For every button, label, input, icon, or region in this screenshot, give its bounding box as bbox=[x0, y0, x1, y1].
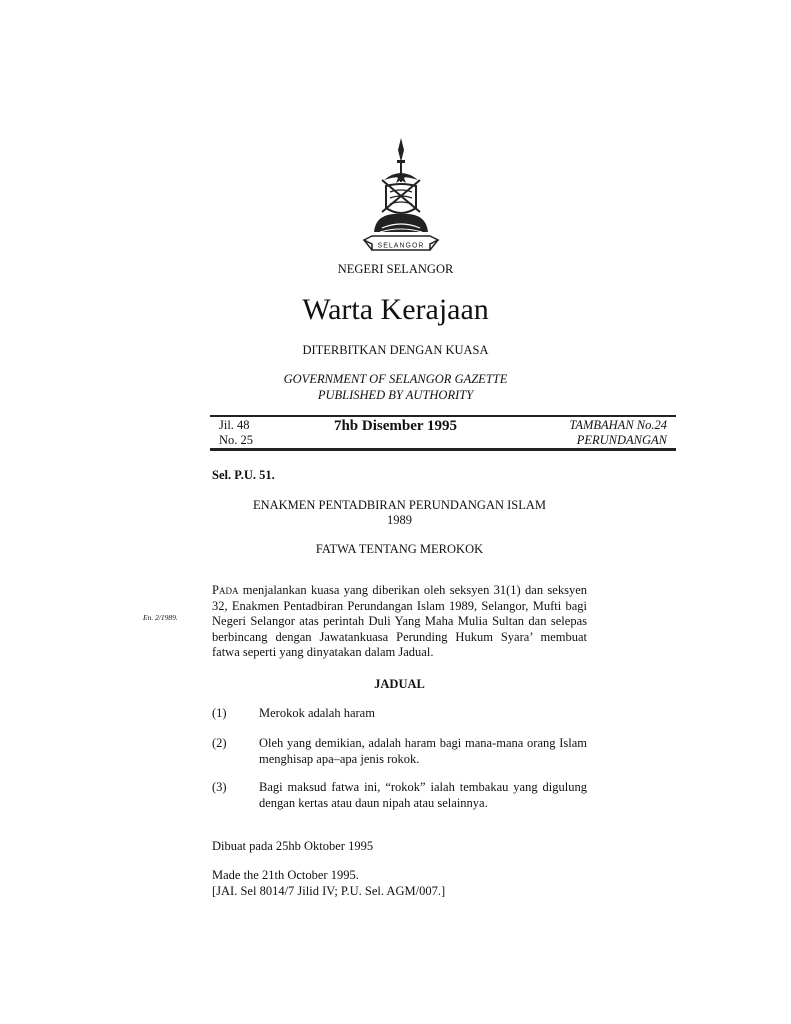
issue-date: 7hb Disember 1995 bbox=[333, 418, 458, 434]
state-name: NEGERI SELANGOR bbox=[337, 262, 454, 276]
fatwa-title: FATWA TENTANG MEROKOK bbox=[315, 542, 484, 556]
supplement-block bbox=[569, 418, 667, 448]
enactment-title-line2: 1989 bbox=[387, 513, 412, 527]
svg-text:SELANGOR: SELANGOR bbox=[377, 242, 425, 250]
footer-block bbox=[212, 868, 445, 899]
subtitle-english-line1: GOVERNMENT OF SELANGOR GAZETTE bbox=[283, 372, 508, 386]
date-made-english: Made the 21th October 1995. bbox=[212, 868, 359, 882]
selangor-crest-emblem bbox=[362, 136, 440, 260]
schedule-item-number: (3) bbox=[212, 780, 227, 794]
issue-rule-top bbox=[210, 415, 676, 417]
schedule-item-text: Oleh yang demikian, adalah haram bagi mana-mana orang Islam menghisap apa–apa jenis rokok. bbox=[259, 736, 587, 766]
enactment-title bbox=[0, 498, 791, 528]
schedule-item-text: Bagi maksud fatwa ini, “rokok” ialah tembakau yang digulung dengan kertas atau daun nipah atau selainnya. bbox=[259, 780, 587, 810]
margin-note: En. 2/1989. bbox=[143, 613, 178, 622]
schedule-item-number: (2) bbox=[212, 736, 227, 750]
schedule-item-number: (1) bbox=[212, 706, 227, 720]
intro-first-word: Pada bbox=[212, 583, 239, 597]
pu-number: Sel. P.U. 51. bbox=[212, 468, 275, 482]
issue-rule-bottom bbox=[210, 448, 676, 451]
subtitle-malay: DITERBITKAN DENGAN KUASA bbox=[302, 343, 489, 357]
intro-paragraph bbox=[212, 583, 587, 661]
enactment-title-line1: ENAKMEN PENTADBIRAN PERUNDANGAN ISLAM bbox=[252, 498, 547, 512]
gazette-title: Warta Kerajaan bbox=[302, 293, 489, 326]
volume-number: Jil. 48 bbox=[219, 418, 250, 432]
supplement-type: PERUNDANGAN bbox=[576, 433, 667, 447]
subtitle-english-line2: PUBLISHED BY AUTHORITY bbox=[317, 388, 474, 402]
date-made-malay: Dibuat pada 25hb Oktober 1995 bbox=[212, 839, 374, 853]
schedule-item-text: Merokok adalah haram bbox=[259, 706, 375, 720]
subtitle-english bbox=[0, 371, 791, 403]
issue-number: No. 25 bbox=[219, 433, 254, 447]
intro-text: menjalankan kuasa yang diberikan oleh seksyen 31(1) dan seksyen 32, Enakmen Pentadbiran Perundangan Islam 1989, Selangor, Mufti bagi Negeri Selangor atas perintah Duli Yang Maha Mulia Sultan dan selepas berbincang dengan Jawatankuasa Perunding Hukum Syara’ membuat fatwa seperti yang dinyatakan dalam Jadual. bbox=[212, 583, 587, 660]
supplement-number: TAMBAHAN No.24 bbox=[569, 418, 667, 432]
reference-number: [JAI. Sel 8014/7 Jilid IV; P.U. Sel. AGM/007.] bbox=[212, 883, 446, 898]
schedule-heading: JADUAL bbox=[374, 677, 425, 691]
